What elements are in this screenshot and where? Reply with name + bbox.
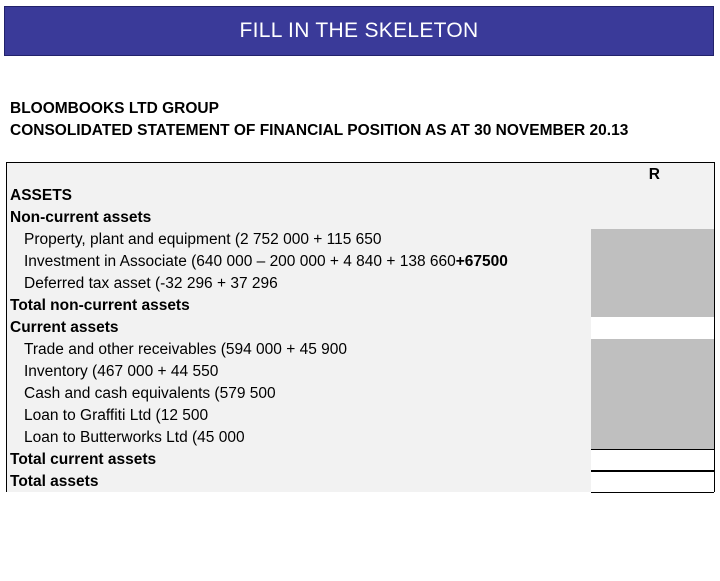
row-current-assets: Current assets: [10, 319, 119, 336]
row-loan-butterworks: Loan to Butterworks Ltd (45 000: [24, 429, 245, 446]
banner-title: FILL IN THE SKELETON: [239, 19, 479, 42]
row-non-current-assets: Non-current assets: [10, 209, 152, 226]
row-loan-graffiti: Loan to Graffiti Ltd (12 500: [24, 407, 209, 424]
row-cash: Cash and cash equivalents (579 500: [24, 385, 276, 402]
row-inventory: Inventory (467 000 + 44 550: [24, 363, 219, 380]
row-investment-associate: Investment in Associate (640 000 – 200 000 + 4 840 + 138 660+67500: [24, 253, 508, 270]
company-name: BLOOMBOOKS LTD GROUP: [10, 100, 219, 117]
currency-header: R: [648, 166, 660, 183]
financial-statement-table: [6, 162, 715, 492]
row-ppe: Property, plant and equipment (2 752 000 + 115 650: [24, 231, 382, 248]
title-banner: [4, 6, 714, 56]
statement-title: CONSOLIDATED STATEMENT OF FINANCIAL POSITION AS AT 30 NOVEMBER 20.13: [10, 122, 629, 139]
statement-heading: [10, 98, 700, 142]
row-deferred-tax: Deferred tax asset (-32 296 + 37 296: [24, 275, 278, 292]
row-total-non-current: Total non-current assets: [10, 297, 190, 314]
row-total-assets: Total assets: [10, 473, 99, 490]
row-assets: ASSETS: [10, 187, 73, 204]
row-total-current: Total current assets: [10, 451, 157, 468]
row-trade-receivables: Trade and other receivables (594 000 + 45 900: [24, 341, 347, 358]
